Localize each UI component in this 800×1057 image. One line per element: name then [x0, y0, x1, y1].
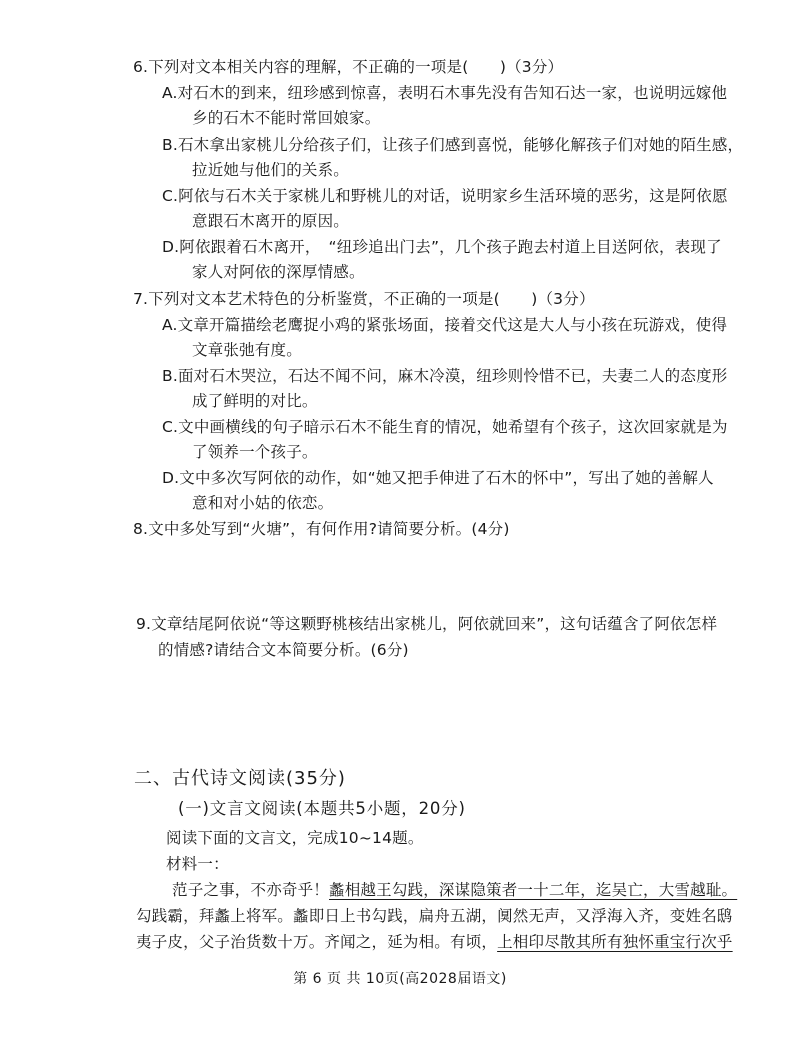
underlined-passage: 蠡相越王勾践，深谋隐策者一十二年，迄吴亡，大雪越耻。: [329, 881, 738, 899]
material-label: 材料一：: [166, 855, 229, 873]
q6-option-c-cont: 意跟石木离开的原因。: [192, 212, 350, 230]
passage-line-2: 勾践霸，拜蠡上将军。蠡即日上书勾践，扁舟五湖，阒然无声，又浮海入齐，变姓名鸱: [136, 907, 733, 925]
q6-option-b-cont: 拉近她与他们的关系。: [192, 161, 350, 179]
q7-option-b-cont: 成了鲜明的对比。: [192, 392, 318, 410]
q6-option-a: A.对石木的到来，纽珍感到惊喜，表明石木事先没有告知石达一家，也说明远嫁他: [162, 84, 728, 102]
q6-option-c: C.阿依与石木关于家桃儿和野桃儿的对话，说明家乡生活环境的恶劣，这是阿依愿: [162, 187, 728, 205]
q6-option-b: B.石木拿出家桃儿分给孩子们，让孩子们感到喜悦，能够化解孩子们对她的陌生感，: [162, 136, 744, 154]
q6-option-d: D.阿依跟着石木离开， “纽珍追出门去”，几个孩子跑去村道上目送阿依，表现了: [162, 238, 722, 256]
q6-option-a-cont: 乡的石木不能时常回娘家。: [192, 109, 381, 127]
passage-text: 范子之事，不亦奇乎！: [172, 881, 330, 899]
section-2-subtitle: (一)文言文阅读(本题共5小题，20分): [178, 799, 466, 818]
passage-line-3: [136, 931, 733, 953]
underlined-passage: 上相印尽散其所有独怀重宝行次乎: [497, 933, 733, 951]
question-9-stem: 9.文章结尾阿依说“等这颗野桃核结出家桃儿，阿依就回来”，这句话蕴含了阿依怎样: [136, 615, 718, 633]
q7-option-a-cont: 文章张弛有度。: [192, 341, 302, 359]
question-8-stem: 8.文中多处写到“火塘”，有何作用?请简要分析。(4分): [133, 520, 510, 538]
passage-line-1: [172, 879, 737, 901]
section-2-title: 二、古代诗文阅读(35分): [134, 768, 346, 789]
question-9-stem-cont: 的情感?请结合文本简要分析。(6分): [158, 641, 409, 659]
q7-option-a: A.文章开篇描绘老鹰捉小鸡的紧张场面，接着交代这是大人与小孩在玩游戏，使得: [162, 316, 728, 334]
q6-option-d-cont: 家人对阿依的深厚情感。: [192, 263, 365, 281]
passage-text: 夷子皮，父子治货数十万。齐闻之，延为相。有顷，: [136, 933, 498, 951]
q7-option-c: C.文中画横线的句子暗示石木不能生育的情况，她希望有个孩子，这次回家就是为: [162, 418, 728, 436]
q7-option-b: B.面对石木哭泣，石达不闻不问，麻木冷漠，纽珍则怜惜不已，夫妻二人的态度形: [162, 367, 728, 385]
question-6-stem: 6.下列对文本相关内容的理解，不正确的一项是( )（3分）: [133, 58, 564, 76]
q7-option-d-cont: 意和对小姑的依恋。: [192, 494, 334, 512]
reading-instruction: 阅读下面的文言文，完成10~14题。: [166, 829, 424, 847]
q7-option-d: D.文中多次写阿依的动作，如“她又把手伸进了石木的怀中”，写出了她的善解人: [162, 469, 714, 487]
question-7-stem: 7.下列对文本艺术特色的分析鉴赏，不正确的一项是( )（3分）: [133, 290, 595, 308]
q7-option-c-cont: 了领养一个孩子。: [192, 443, 318, 461]
page-footer: 第 6 页 共 10页(高2028届语文): [293, 971, 507, 987]
